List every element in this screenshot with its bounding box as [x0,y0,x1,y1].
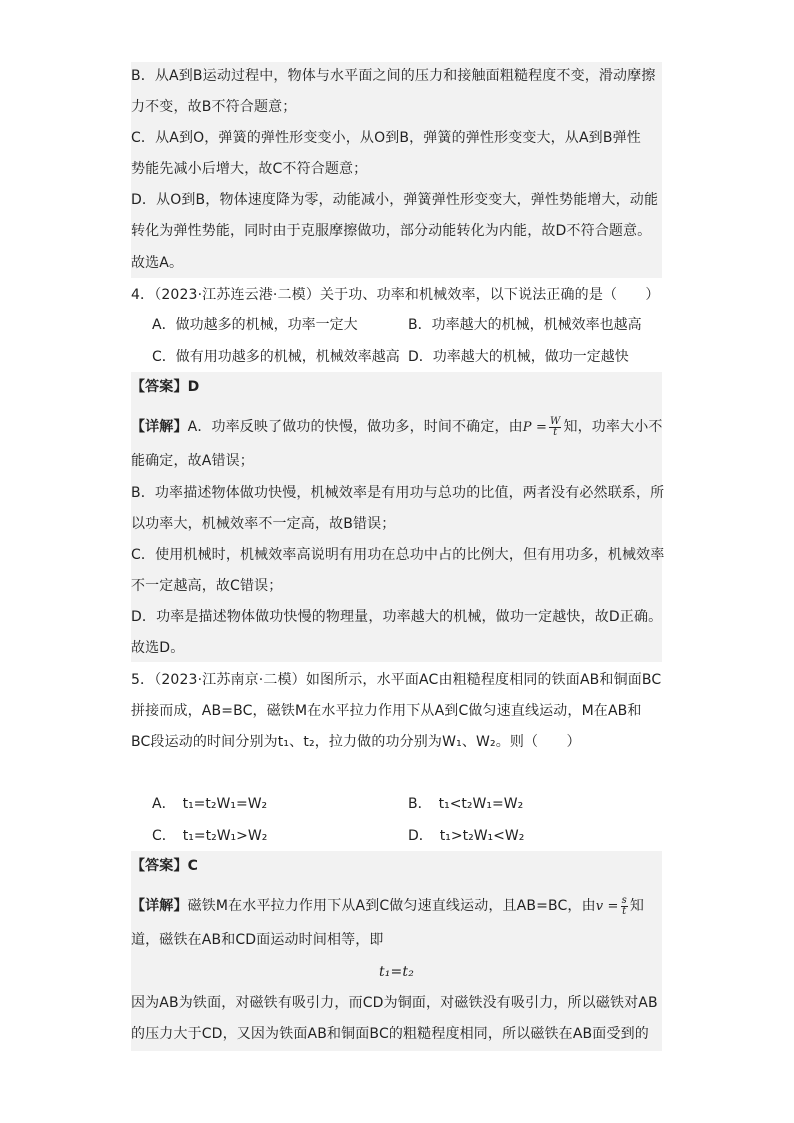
q4-option-d: D．功率越大的机械，做功一定越快 [408,349,629,365]
q3-detail-line-6: 转化为弹性势能，同时由于克服摩擦做功，部分动能转化为内能，故D不符合题意。 [131,223,652,239]
q4-option-b: B．功率越大的机械，机械效率也越高 [408,317,642,333]
q4-answer: 【答案】D [131,379,200,395]
q5-formula-lhs: v = [595,899,619,914]
q5-option-c: C． t₁=t₂W₁>W₂ [152,828,268,844]
q5-detail-text-pre: 磁铁M在水平拉力作用下从A到C做匀速直线运动，且AB=BC，由 [187,898,596,914]
q4-detail-line-4: 以功率大，机械效率不一定高，故B错误； [131,516,396,532]
q4-detail-line-5: C．使用机械时，机械效率高说明有用功在总功中占的比例大，但有用功多，机械效率 [131,547,665,563]
q5-detail-block [131,851,662,1051]
q4-detail-line-7: D．功率是描述物体做功快慢的物理量，功率越大的机械，做功一定越快，故D正确。 [131,609,663,625]
q5-detail-line-2: 道，磁铁在AB和CD面运动时间相等，即 [131,932,384,948]
q3-detail-line-2: 力不变，故B不符合题意； [131,99,297,115]
q5-option-d: D． t₁>t₂W₁<W₂ [408,828,525,844]
q3-detail-line-7: 故选A。 [131,255,184,271]
q4-detail-line-3: B．功率描述物体做功快慢，机械效率是有用功与总功的比值，两者没有必然联系，所 [131,485,665,501]
q4-formula-denominator: t [553,426,558,438]
q5-formula-fraction [621,896,628,917]
q4-formula-fraction [549,417,561,438]
q5-detail-line-4: 的压力大于CD，又因为铁面AB和铜面BC的粗糙程度相同，所以磁铁在AB面受到的 [131,1026,649,1042]
q4-formula-lhs: P = [522,420,548,435]
q4-detail-label: 【详解】 [131,419,188,435]
q4-detail-line-2: 能确定，故A错误； [131,453,254,469]
q5-detail-line-3: 因为AB为铁面，对磁铁有吸引力，而CD为铜面，对磁铁没有吸引力，所以磁铁对AB [131,995,658,1011]
q4-detail-line-1 [131,414,662,440]
q3-detail-line-1: B．从A到B运动过程中，物体与水平面之间的压力和接触面粗糙程度不变，滑动摩擦 [131,68,656,84]
q5-formula-denominator: t [622,905,627,917]
q3-detail-line-4: 势能先减小后增大，故C不符合题意； [131,161,368,177]
q4-detail-text-pre: A．功率反映了做功的快慢，做功多，时间不确定，由 [187,419,523,435]
q4-formula-numerator: W [550,415,561,427]
q5-option-a: A． t₁=t₂W₁=W₂ [152,796,268,812]
q4-detail-text-post: 知，功率大小不 [563,419,663,435]
q5-detail-label: 【详解】 [131,898,188,914]
q5-equation: t₁=t₂ [379,964,414,980]
q3-detail-line-3: C．从A到O，弹簧的弹性形变变小，从O到B，弹簧的弹性形变变大，从A到B弹性 [131,130,641,146]
q5-option-b: B． t₁<t₂W₁=W₂ [408,796,524,812]
q5-formula-numerator: s [621,894,627,906]
q4-option-c: C．做有用功越多的机械，机械效率越高 [152,349,400,365]
q5-detail-line-1 [131,893,662,919]
q5-answer: 【答案】C [131,858,199,874]
q5-stem-line-1: 5．（2023·江苏南京·二模）如图所示，水平面AC由粗糙程度相同的铁面AB和铜面BC [131,672,662,688]
q4-option-a: A．做功越多的机械，功率一定大 [152,317,358,333]
q4-stem: 4．（2023·江苏连云港·二模）关于功、功率和机械效率，以下说法正确的是（ ） [131,287,660,303]
q4-detail-line-6: 不一定越高，故C错误； [131,578,283,594]
q5-stem-line-2: 拼接而成，AB=BC，磁铁M在水平拉力作用下从A到C做匀速直线运动，M在AB和 [131,703,642,719]
q4-detail-line-8: 故选D。 [131,640,185,656]
q3-detail-line-5: D．从O到B，物体速度降为零，动能减小，弹簧弹性形变变大，弹性势能增大，动能 [131,192,659,208]
q5-detail-text-post: 知 [629,898,645,914]
q5-stem-line-3: BC段运动的时间分别为t₁、t₂，拉力做的功分别为W₁、W₂。则（ ） [131,734,581,750]
